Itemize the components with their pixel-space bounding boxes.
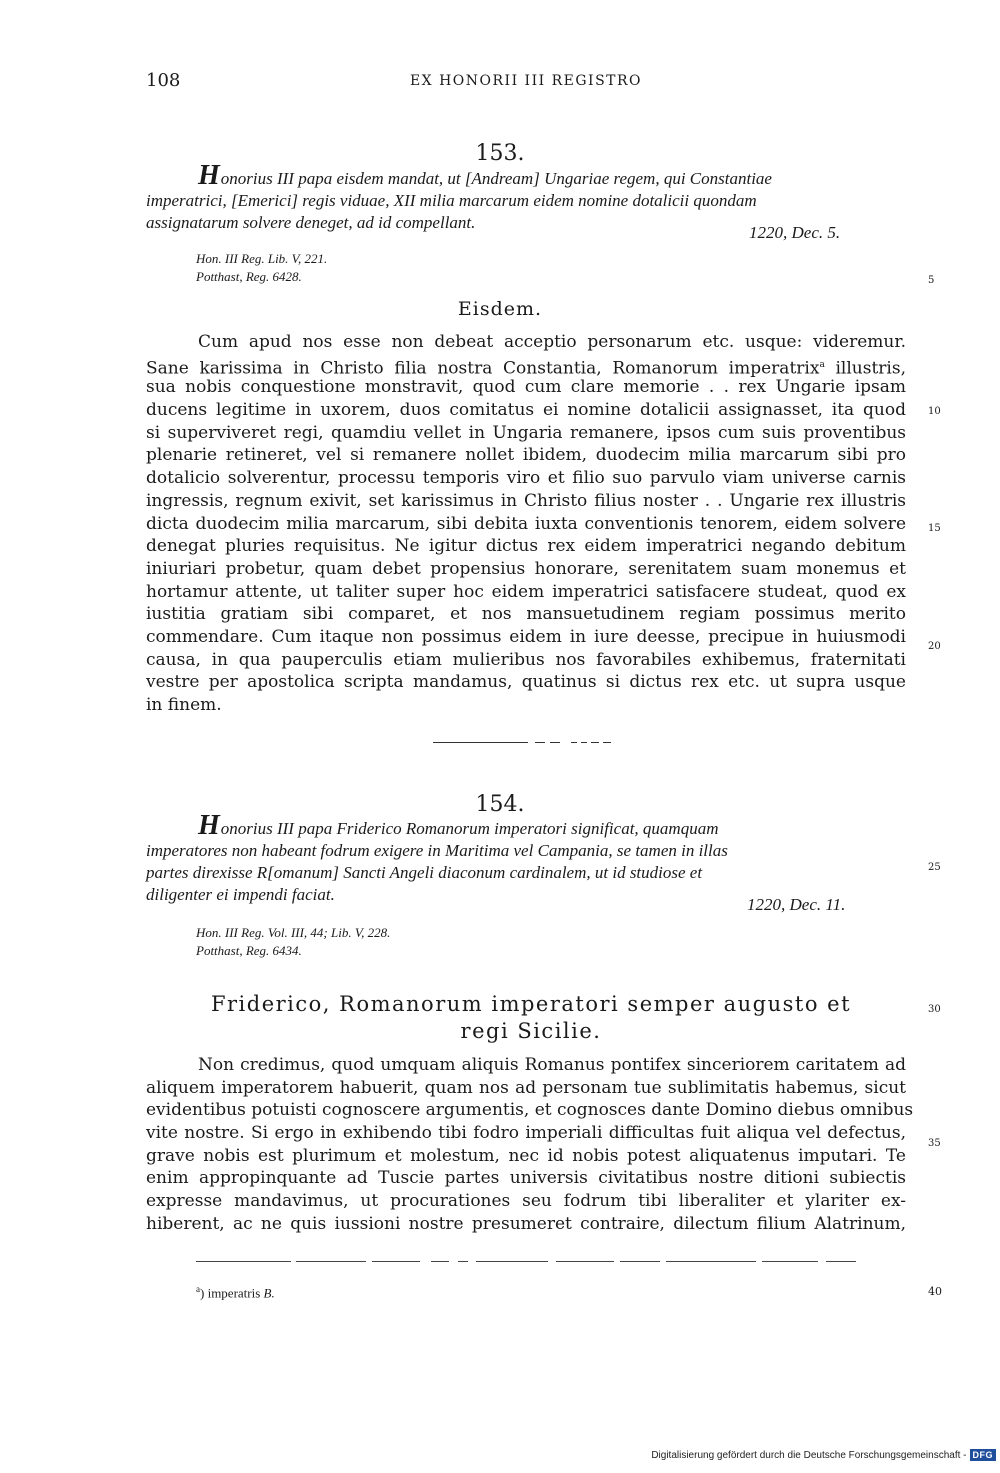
text-line: causa, in qua pauperculis etiam mulieribus nos favorabiles exhibemus, fraternitati (146, 649, 906, 670)
line-number: 10 (928, 406, 941, 417)
text-line: dicta duodecim milia marcarum, sibi debita iuxta conventionis tenorem, eidem solvere (146, 513, 906, 534)
source-line: Hon. III Reg. Lib. V, 221. (196, 251, 328, 266)
document-date: 1220, Dec. 5. (749, 223, 841, 242)
line-number: 20 (928, 641, 941, 652)
regest-initial: H (198, 160, 220, 191)
text-line: hortamur attente, ut taliter super hoc eidem imperatrici satisfacere studeat, quod ex (146, 581, 906, 602)
footnote-rule (196, 1261, 856, 1262)
regest-line: onorius III papa eisdem mandat, ut [Andream] Ungariae regem, qui Constantiae (220, 169, 772, 188)
letter-text (146, 1054, 914, 1236)
running-head: EX HONORII III REGISTRO (409, 73, 643, 89)
text-line: ingressis, regnum exivit, set karissimus in Christo filius noster . . Ungarie rex illustris (146, 490, 906, 511)
addressee-line: Friderico, Romanorum imperatori semper augusto et (210, 992, 852, 1016)
text-line: expresse mandavimus, ut procurationes seu fodrum tibi liberaliter et ylariter ex- (146, 1191, 906, 1212)
text-line: enim appropinquante ad Tuscie partes universis civitatibus nostre ditioni subiectis (146, 1168, 906, 1189)
text-line: in finem. (146, 695, 222, 715)
text-line: vestre per apostolica scripta mandamus, quatinus si dictus rex etc. ut supra usque (146, 672, 906, 693)
text-line: sua nobis conquestione monstravit, quod cum clare memorie . . rex Ungarie ipsam (146, 377, 906, 398)
regest-line: diligenter ei impendi faciat. (146, 885, 335, 904)
regest-line: assignatarum solvere deneget, ad id compellant. (146, 213, 476, 232)
document-number: 154. (475, 792, 525, 817)
regest-line: imperatores non habeant fodrum exigere in Maritima vel Campania, se tamen in illas (146, 841, 728, 860)
addressee: Eisdem. (457, 298, 543, 320)
text-line: commendare. Cum itaque non possimus eidem in iure deesse, precipue in huiusmodi (146, 626, 906, 647)
footnote-marker: a (196, 1284, 200, 1294)
digitization-credit (651, 1449, 996, 1461)
text-line: ducens legitime in uxorem, duos comitatus ei nomine dotalicii assignasset, ita quod (146, 400, 906, 421)
line-number: 30 (928, 1004, 941, 1015)
source-reference (196, 250, 327, 286)
text-line: plenarie retineret, vel si remanere nollet ibidem, duodecim milia marcarum sibi pro (146, 445, 906, 466)
section-separator (433, 742, 623, 744)
line-number: 5 (928, 275, 935, 286)
source-reference (196, 924, 390, 960)
text-line: denegat pluries requisitus. Ne igitur dictus rex eidem imperatrici negando debitum (146, 536, 906, 557)
text-line: Cum apud nos esse non debeat acceptio personarum etc. usque: videremur. (198, 332, 906, 352)
line-number: 40 (928, 1285, 942, 1298)
text-line: dotalicio solverentur, processu temporis viro et filio suo parvulo viam universe carnis (146, 468, 906, 489)
text-line: vite nostre. Si ergo in exhibendo tibi fodro imperiali difficultas fuit aliqua vel defectus, (146, 1123, 906, 1144)
source-line: Hon. III Reg. Vol. III, 44; Lib. V, 228. (196, 925, 391, 940)
regest-initial: H (198, 810, 220, 841)
credit-text: Digitalisierung gefördert durch die Deutsche Forschungsgemeinschaft - (651, 1449, 967, 1461)
text-line-part: illustris, (824, 358, 906, 379)
regest (146, 810, 874, 906)
line-number: 15 (928, 523, 941, 534)
regest-line: imperatrici, [Emerici] regis viduae, XII milia marcarum eidem nomine dotalicii quondam (146, 191, 757, 210)
line-number: 35 (928, 1138, 941, 1149)
source-line: Potthast, Reg. 6428. (196, 269, 302, 284)
text-line: aliquem imperatorem habuerit, quam nos ad personam tue sublimitatis habemus, sicut (146, 1077, 906, 1098)
text-line: grave nobis est plurimum et molestum, nec id nobis potest aliquatenus imputari. Te (146, 1145, 906, 1166)
regest-line: onorius III papa Friderico Romanorum imperatori significat, quamquam (220, 819, 719, 838)
text-line: Non credimus, quod umquam aliquis Romanus pontifex sinceriorem caritatem ad (198, 1055, 906, 1075)
footnote-marker: a (819, 359, 825, 370)
letter-text (146, 331, 906, 717)
line-number: 25 (928, 862, 941, 873)
text-line-part: Sane karissima in Christo filia nostra Constantia, Romanorum imperatrix (146, 358, 820, 379)
document-number: 153. (475, 141, 525, 166)
page-number: 108 (146, 70, 181, 91)
addressee-line: regi Sicilie. (460, 1019, 602, 1043)
footnote-text: ) imperatris (200, 1285, 264, 1301)
text-line: evidentibus potuisti cognoscere argumentis, et cognosces dante Domino diebus omnibus (146, 1100, 914, 1121)
footnote (196, 1284, 275, 1301)
page-header (146, 70, 906, 94)
text-line (146, 354, 906, 377)
footnote-siglum: B. (263, 1285, 275, 1301)
text-line: si superviveret regi, quamdiu vellet in Ungaria remanere, ipsos cum suis proventibus (146, 422, 906, 443)
text-line: iniuriari probetur, quam debet propensius honorare, serenitatem suam monemus et (146, 558, 906, 579)
dfg-logo: DFG (970, 1449, 997, 1461)
text-line: iustitia gratiam sibi comparet, et nos mansuetudinem regiam possimus merito (146, 604, 906, 625)
document-date: 1220, Dec. 11. (747, 895, 846, 914)
source-line: Potthast, Reg. 6434. (196, 943, 302, 958)
addressee (146, 991, 916, 1045)
text-line: hiberent, ac ne quis iussioni nostre presumeret contraire, dilectum filium Alatrinum, (146, 1213, 906, 1234)
regest-line: partes direxisse R[omanum] Sancti Angeli diaconum cardinalem, ut id studiose et (146, 863, 703, 882)
